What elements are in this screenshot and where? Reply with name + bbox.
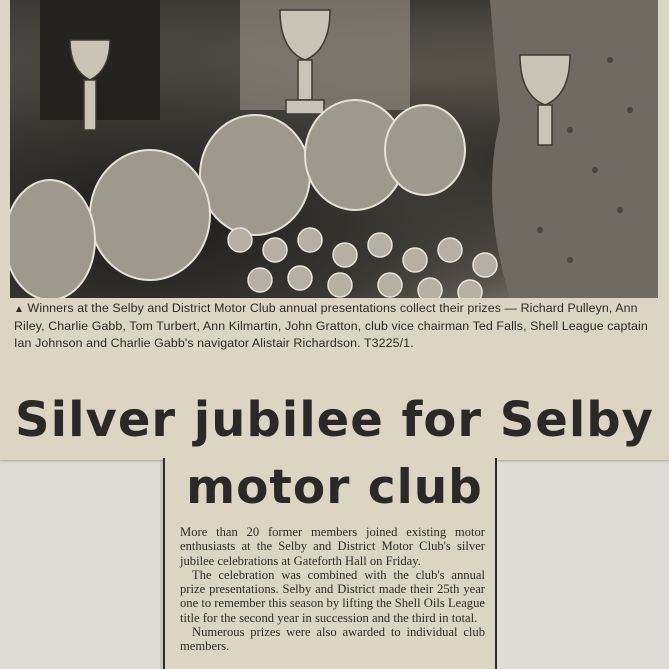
trophies-illustration xyxy=(10,0,658,298)
article-paragraph: Numerous prizes were also awarded to individual club members. xyxy=(180,625,485,654)
caption-marker: ▲ xyxy=(14,304,24,315)
photo-caption xyxy=(14,300,660,352)
headline-line-1: Silver jubilee for Selby xyxy=(15,392,654,448)
article-paragraph: More than 20 former members joined existing motor enthusiasts at the Selby and District Motor Club's silver jubilee celebrations at Gateforth Hall on Friday. xyxy=(180,525,485,568)
prize-photo xyxy=(10,0,658,298)
article-body xyxy=(180,525,485,654)
caption-text: Winners at the Selby and District Motor Club annual presentations collect their prizes — Richard Pulleyn, Ann Riley, Charlie Gabb, Tom Turbert, Ann Kilmartin, John Gratton, club vice chairman Ted Falls, Shell League captain Ian Johnson and Charlie Gabb's navigator Alistair Richardson. T3225/1. xyxy=(14,301,648,350)
article-paragraph: The celebration was combined with the club's annual prize presentations. Selby and District made their 25th year one to remember this season by lifting the Shell Oils League title for the second year in succession and the third in total. xyxy=(180,567,485,625)
headline-line-2: motor club xyxy=(186,460,483,515)
